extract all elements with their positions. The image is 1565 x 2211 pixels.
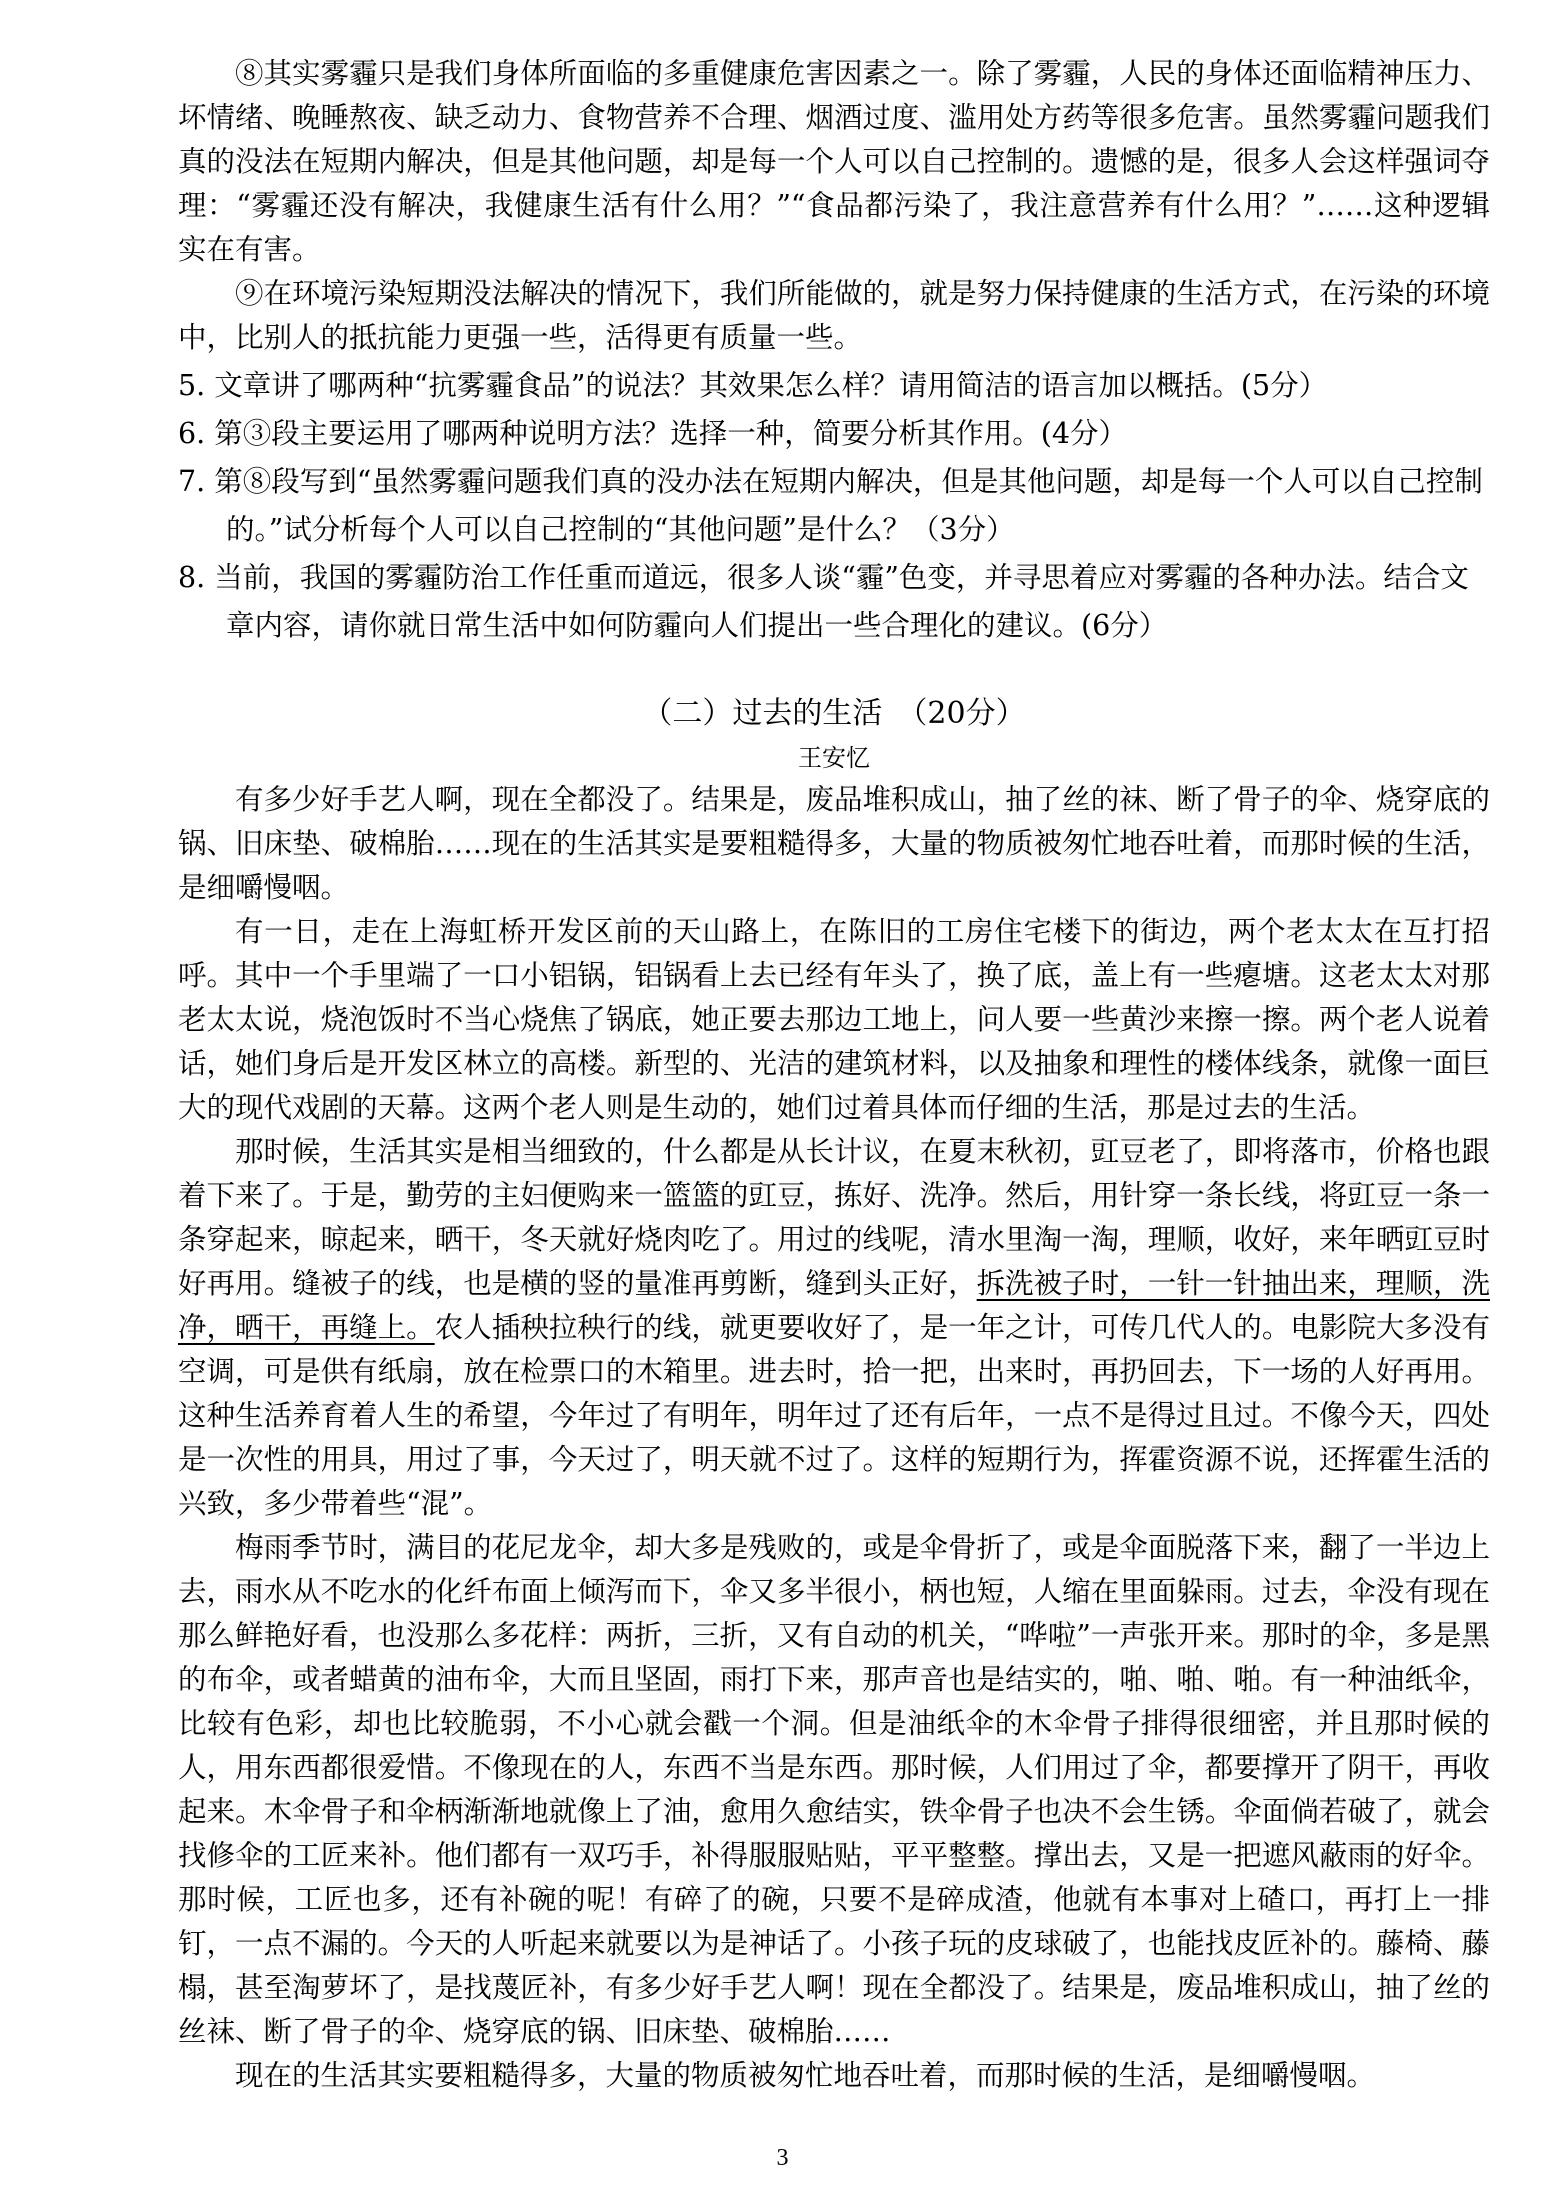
question-5: 5. 文章讲了哪两种“抗雾霾食品”的说法？其效果怎么样？请用简洁的语言加以概括。(5分） [178, 369, 1328, 402]
article-paragraph-1: 有多少好手艺人啊，现在全都没了。结果是，废品堆积成山，抽了丝的袜、断了骨子的伞、烧穿底的锅、旧床垫、破棉胎……现在的生活其实是要粗糙得多，大量的物质被匆忙地吞吐着，而那时候的生活，是细嚼慢咽。 [178, 783, 1490, 904]
question-list [178, 362, 1490, 650]
section-title: （二）过去的生活 （20分） [642, 696, 1026, 731]
page-number: 3 [776, 2145, 789, 2171]
paragraph-3-text-a: 那时候，生活其实是相当细致的，什么都是从长计议，在夏末秋初，豇豆老了，即将落市，价格也跟着下来了。于是，勤劳的主妇便购来一篮篮的豇豆，拣好、洗净。然后，用针穿一条长线，将豇豆一条一条穿起来，晾起来，晒干，冬天就好烧肉吃了。用过的线呢，清水里淘一淘，理顺，收好，来年晒豇豆时好再用。缝被子的线，也是横的竖的量准再剪断，缝到头正好， [178, 1135, 1490, 1300]
question-6: 6. 第③段主要运用了哪两种说明方法？选择一种，简要分析其作用。(4分） [178, 417, 1128, 450]
document-page [178, 52, 1490, 2098]
question-8: 8. 当前，我国的雾霾防治工作任重而道远，很多人谈“霾”色变，并寻思着应对雾霾的各种办法。结合文章内容，请你就日常生活中如何防霾向人们提出一些合理化的建议。(6分） [178, 561, 1469, 642]
article-paragraph-4: 梅雨季节时，满目的花尼龙伞，却大多是残败的，或是伞骨折了，或是伞面脱落下来，翻了一半边上去，雨水从不吃水的化纤布面上倾泻而下，伞又多半很小，柄也短，人缩在里面躲雨。过去，伞没有现在那么鲜艳好看，也没那么多花样：两折，三折，又有自动的机关，“哗啦”一声张开来。那时的伞，多是黑的布伞，或者蜡黄的油布伞，大而且坚固，雨打下来，那声音也是结实的，啪、啪、啪。有一种油纸伞，比较有色彩，却也比较脆弱，不小心就会戳一个洞。但是油纸伞的木伞骨子排得很细密，并且那时候的人，用东西都很爱惜。不像现在的人，东西不当是东西。那时候，人们用过了伞，都要撑开了阴干，再收起来。木伞骨子和伞柄渐渐地就像上了油，愈用久愈结实，铁伞骨子也决不会生锈。伞面倘若破了，就会找修伞的工匠来补。他们都有一双巧手，补得服服贴贴，平平整整。撑出去，又是一把遮风蔽雨的好伞。那时候，工匠也多，还有补碗的呢！有碎了的碗，只要不是碎成渣，他就有本事对上碴口，再打上一排钉，一点不漏的。今天的人听起来就要以为是神话了。小孩子玩的皮球破了，也能找皮匠补的。藤椅、藤榻，甚至淘萝坏了，是找蔑匠补，有多少好手艺人啊！现在全都没了。结果是，废品堆积成山，抽了丝的丝袜、断了骨子的伞、烧穿底的锅、旧床垫、破棉胎…… [178, 1531, 1490, 2048]
paragraph-8: ⑧其实雾霾只是我们身体所面临的多重健康危害因素之一。除了雾霾，人民的身体还面临精神压力、坏情绪、晚睡熬夜、缺乏动力、食物营养不合理、烟酒过度、滥用处方药等很多危害。虽然雾霾问题我们真的没法在短期内解决，但是其他问题，却是每一个人可以自己控制的。遗憾的是，很多人会这样强词夺理：“雾霾还没有解决，我健康生活有什么用？”“食品都污染了，我注意营养有什么用？”……这种逻辑实在有害。 [178, 57, 1490, 266]
paragraph-3-text-b: 农人插秧拉秧行的线，就更要收好了，是一年之计，可传几代人的。电影院大多没有空调，可是供有纸扇，放在检票口的木箱里。进去时，拾一把，出来时，再扔回去，下一场的人好再用。这种生活养育着人生的希望，今年过了有明年，明年过了还有后年，一点不是得过且过。不像今天，四处是一次性的用具，用过了事，今天过了，明天就不过了。这样的短期行为，挥霍资源不说，还挥霍生活的兴致，多少带着些“混”。 [178, 1311, 1490, 1520]
paragraph-9: ⑨在环境污染短期没法解决的情况下，我们所能做的，就是努力保持健康的生活方式，在污染的环境中，比别人的抵抗能力更强一些，活得更有质量一些。 [178, 277, 1490, 354]
underlined-sentence: 拆洗被子时，一针一针抽出来，理顺，洗净，晒干，再缝上。 [178, 1267, 1490, 1344]
article-paragraph-5: 现在的生活其实要粗糙得多，大量的物质被匆忙地吞吐着，而那时候的生活，是细嚼慢咽。 [235, 2059, 1376, 2092]
article-paragraph-2: 有一日，走在上海虹桥开发区前的天山路上，在陈旧的工房住宅楼下的街边，两个老太太在互打招呼。其中一个手里端了一口小铝锅，铝锅看上去已经有年头了，换了底，盖上有一些瘪塘。这老太太对那老太太说，烧泡饭时不当心烧焦了锅底，她正要去那边工地上，问人要一些黄沙来擦一擦。两个老人说着话，她们身后是开发区林立的高楼。新型的、光洁的建筑材料，以及抽象和理性的楼体线条，就像一面巨大的现代戏剧的天幕。这两个老人则是生动的，她们过着具体而仔细的生活，那是过去的生活。 [178, 915, 1490, 1124]
author-name: 王安忆 [798, 744, 870, 772]
article-paragraph-3 [178, 1130, 1490, 1526]
question-7: 7. 第⑧段写到“虽然雾霾问题我们真的没办法在短期内解决，但是其他问题，却是每一个人可以自己控制的。”试分析每个人可以自己控制的“其他问题”是什么？（3分） [178, 465, 1483, 546]
